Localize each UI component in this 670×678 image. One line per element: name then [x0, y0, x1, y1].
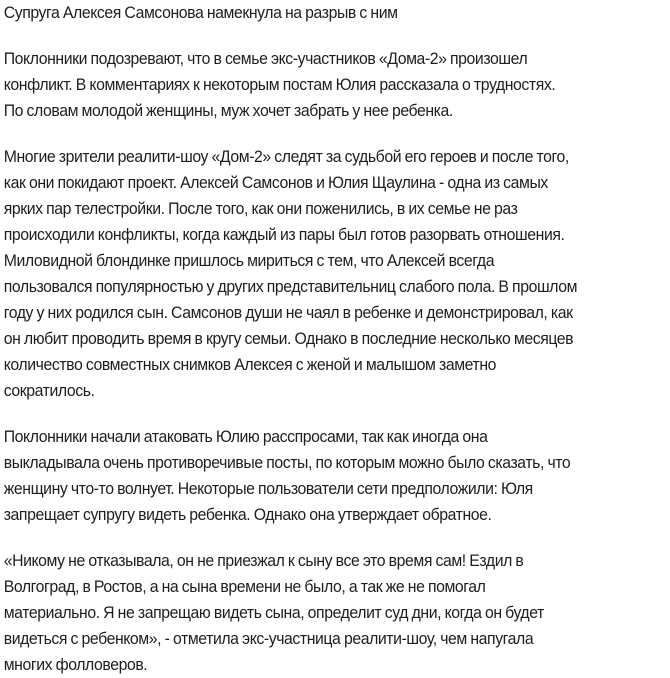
text-line: Многие зрители реалити-шоу «Дом-2» следят за судьбой его героев и после того,	[3, 147, 569, 166]
text-line: пользовался популярностью у других представительниц слабого пола. В прошлом	[3, 277, 578, 296]
text-line: происходили конфликты, когда каждый из пары был готов разорвать отношения.	[3, 225, 565, 244]
text-line: году у них родился сын. Самсонов души не чаял в ребенке и демонстрировал, как	[3, 303, 573, 322]
text-line: «Никому не отказывала, он не приезжал к сыну все это время сам! Ездил в	[3, 551, 524, 570]
paragraph-3	[4, 424, 670, 528]
text-line: По словам молодой женщины, муж хочет забрать у нее ребенка.	[3, 101, 453, 120]
paragraph-1	[4, 46, 670, 124]
text-line: выкладывала очень противоречивые посты, по которым можно было сказать, что	[3, 453, 571, 472]
text-line: он любит проводить время в кругу семьи. Однако в последние несколько месяцев	[3, 329, 574, 348]
text-line: конфликт. В комментариях к некоторым постам Юлия рассказала о трудностях.	[3, 75, 556, 94]
text-line: видеться с ребенком», - отметила экс-участница реалити-шоу, чем напугала	[3, 629, 534, 648]
text-line: материально. Я не запрещаю видеть сына, определит суд дни, когда он будет	[3, 603, 544, 622]
text-line: женщину что-то волнует. Некоторые пользователи сети предположили: Юля	[3, 479, 533, 498]
text-line: Волгоград, в Ростов, а на сына времени не было, а так же не помогал	[3, 577, 486, 596]
text-line: сократилось.	[3, 381, 95, 400]
text-line: запрещает супругу видеть ребенка. Однако она утверждает обратное.	[3, 505, 492, 524]
text-line: многих фолловеров.	[3, 655, 148, 674]
text-line: Поклонники подозревают, что в семье экс-участников «Дома-2» произошел	[3, 49, 528, 68]
article-title: Супруга Алексея Самсонова намекнула на разрыв с ним	[3, 3, 398, 22]
text-line: Миловидной блондинке пришлось мириться с тем, что Алексей всегда	[3, 251, 495, 270]
paragraph-4-quote	[4, 548, 670, 678]
text-line: Поклонники начали атаковать Юлию расспросами, так как иногда она	[3, 427, 488, 446]
text-line: как они покидают проект. Алексей Самсонов и Юлия Щаулина - одна из самых	[3, 173, 548, 192]
text-line: ярких пар телестройки. После того, как они поженились, в их семье не раз	[3, 199, 518, 218]
paragraph-2	[4, 144, 670, 404]
text-line: количество совместных снимков Алексея с женой и малышом заметно	[3, 355, 497, 374]
